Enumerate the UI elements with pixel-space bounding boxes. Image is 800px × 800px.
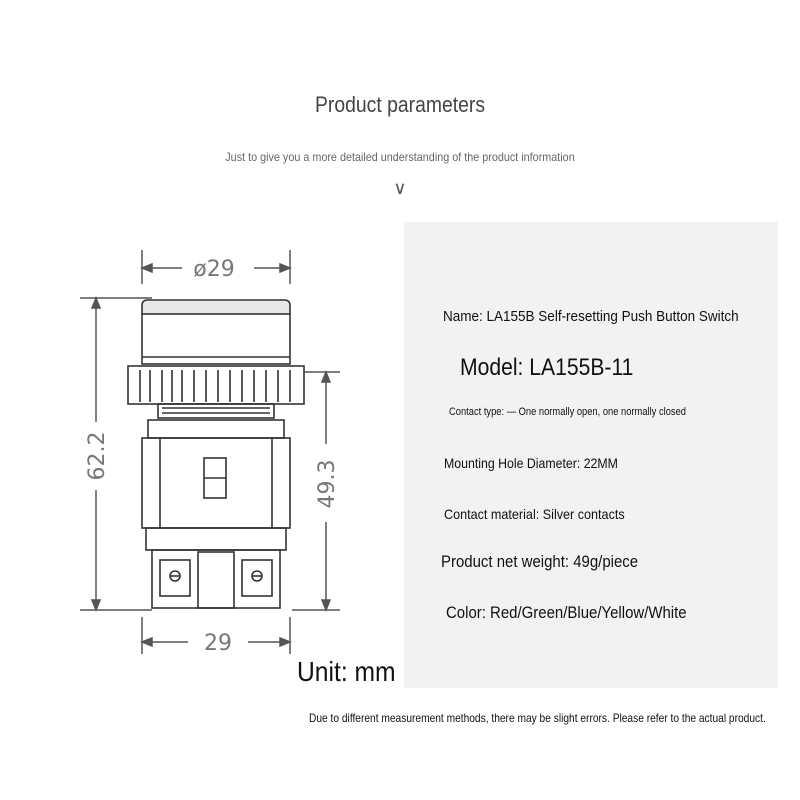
spec-color: Color: Red/Green/Blue/Yellow/White xyxy=(446,603,687,622)
disclaimer-note: Due to different measurement methods, there may be slight errors. Please refer to the actual product. xyxy=(309,711,766,725)
dim-bottom-label: 29 xyxy=(204,631,232,656)
unit-label: Unit: mm xyxy=(297,656,396,687)
chevron-down-icon: ∨ xyxy=(393,178,407,198)
dim-left-label: 62.2 xyxy=(85,431,110,481)
dimension-drawing xyxy=(22,222,404,688)
spec-contact-type: Contact type: — One normally open, one normally closed xyxy=(449,406,686,418)
spec-weight: Product net weight: 49g/piece xyxy=(441,552,639,571)
page-subtitle: Just to give you a more detailed understanding of the product information xyxy=(225,150,575,164)
page-title: Product parameters xyxy=(314,92,486,117)
spec-model: Model: LA155B-11 xyxy=(460,354,634,381)
spec-name: Name: LA155B Self-resetting Push Button Switch xyxy=(443,308,739,325)
spec-contact-material: Contact material: Silver contacts xyxy=(444,506,625,522)
dim-right-label: 49.3 xyxy=(315,459,340,509)
dim-top-label: ø29 xyxy=(193,257,235,282)
spec-mounting-hole: Mounting Hole Diameter: 22MM xyxy=(444,455,618,471)
